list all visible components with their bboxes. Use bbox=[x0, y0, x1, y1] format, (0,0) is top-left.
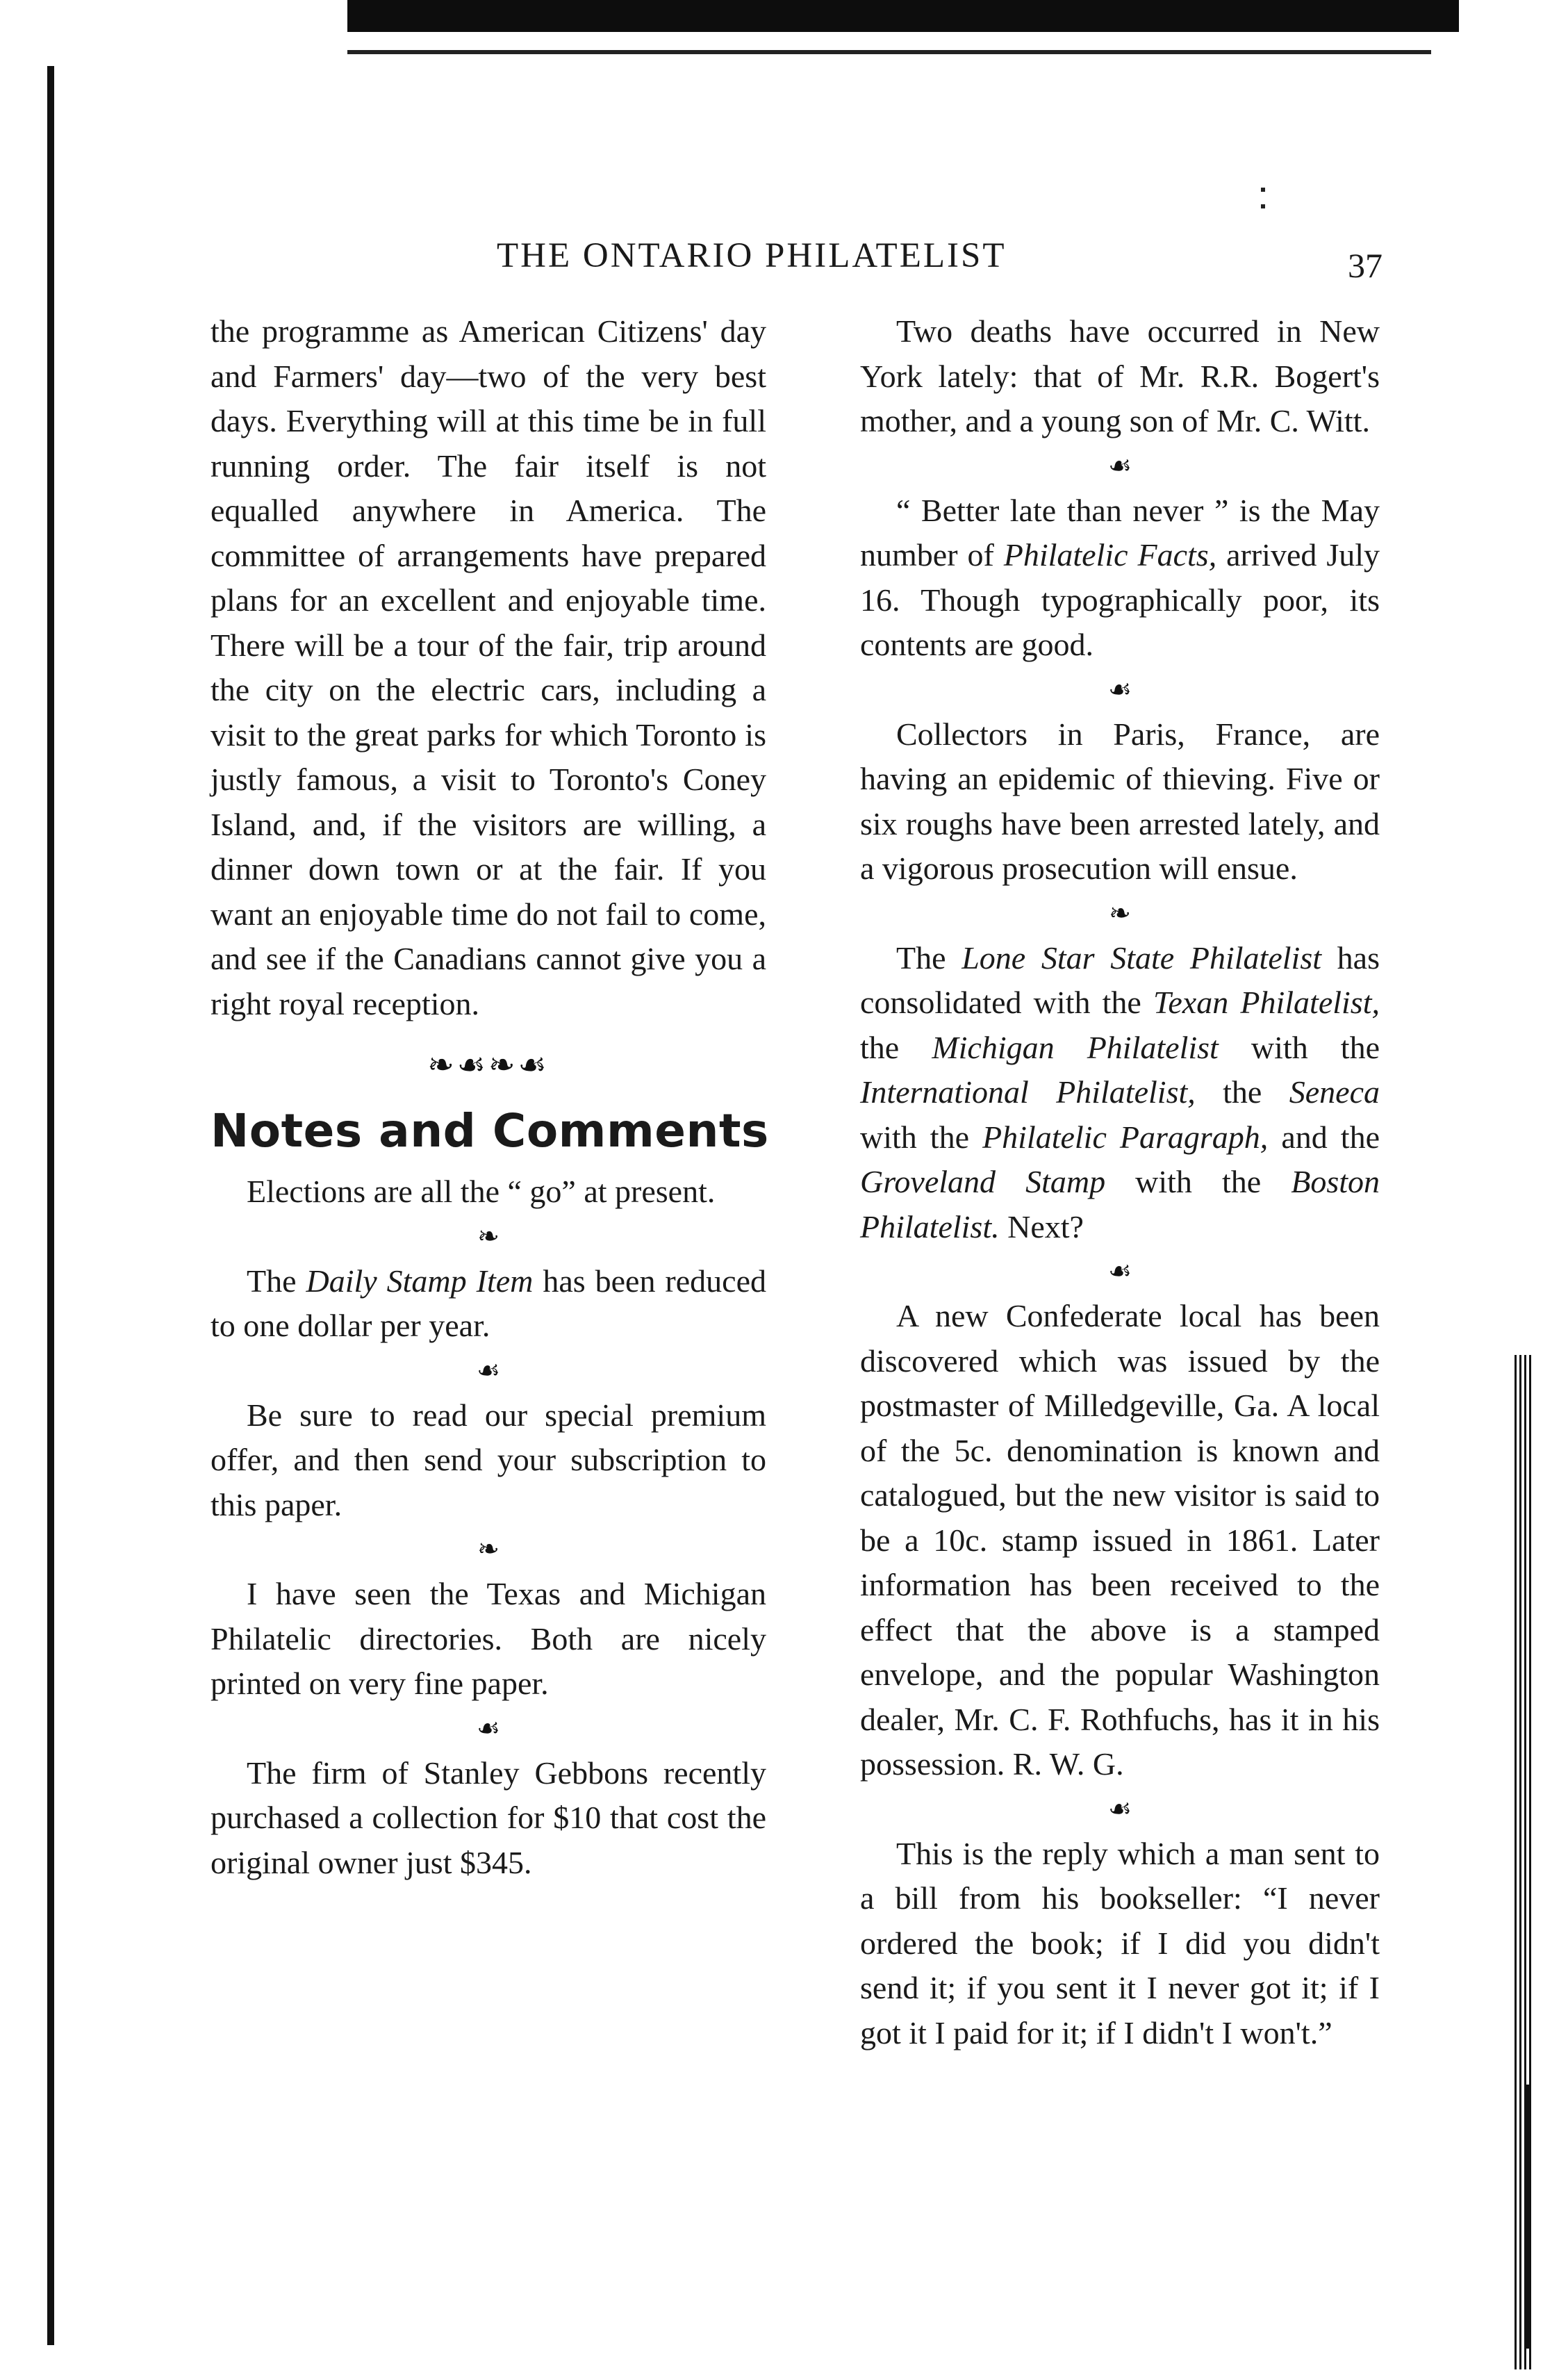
note-text: has consolidated with the bbox=[860, 939, 1380, 1020]
note-text: with the bbox=[1218, 1029, 1380, 1065]
note-premium-offer: Be sure to read our special premium offer, and then send your subscription to this paper. bbox=[211, 1397, 766, 1522]
journal-title: Philatelic Paragraph, bbox=[982, 1119, 1269, 1155]
fleuron-icon: ❧ bbox=[1109, 898, 1131, 928]
note-text: has been reduced to one dollar per year. bbox=[211, 1263, 766, 1343]
section-ornament-icon: ❧☙❧☙ bbox=[427, 1047, 550, 1083]
note-text: with the bbox=[860, 1119, 983, 1155]
journal-title: Groveland Stamp bbox=[860, 1164, 1106, 1199]
note-text: the bbox=[1195, 1074, 1289, 1110]
scan-right-mark bbox=[1525, 2085, 1530, 2349]
fleuron-icon: ☙ bbox=[1107, 1794, 1132, 1824]
scan-left-edge bbox=[47, 66, 54, 2345]
note-two-deaths: Two deaths have occurred in New York lately: that of Mr. R.R. Bogert's mother, and a young son of Mr. C. Witt. bbox=[860, 313, 1380, 438]
scan-top-rule bbox=[347, 50, 1431, 54]
fleuron-icon: ❧ bbox=[477, 1222, 500, 1251]
note-confederate-local: A new Confederate local has been discovered which was issued by the postmaster of Milledgeville, Ga. A local of the 5c. denomination is known and catalogued, but the new visitor is said to be a 10c. stamp issued in 1861. Later information has been received to the effect that the above is a stamped envelope, and the popular Washington dealer, Mr. C. F. Rothfuchs, has it in his possession. R. W. G. bbox=[860, 1298, 1380, 1782]
fleuron-icon: ☙ bbox=[476, 1714, 501, 1743]
journal-title: Michigan Philatelist bbox=[932, 1029, 1219, 1065]
journal-title: Boston Philatelist. bbox=[860, 1164, 1380, 1244]
header-title: THE ONTARIO PHILATELIST bbox=[497, 236, 1007, 275]
fleuron-icon: ☙ bbox=[1107, 1257, 1132, 1286]
note-text: and the bbox=[1268, 1119, 1380, 1155]
note-stanley-gebbons: The firm of Stanley Gebbons recently purchased a collection for $10 that cost the original owner just $345. bbox=[211, 1754, 766, 1880]
fleuron-icon: ☙ bbox=[1107, 451, 1132, 481]
note-bookseller-reply: This is the reply which a man sent to a bill from his bookseller: “I never ordered the book; if I did you didn't send it; if you sent it I never got it; if I got it I paid for it; if I didn't I won't.” bbox=[860, 1835, 1380, 2051]
journal-title: International Philatelist, bbox=[860, 1074, 1196, 1110]
continued-paragraph: the programme as American Citizens' day and Farmers' day—two of the very best days. Everything will at this time be in full running order. The fair itself is not equalled anywhere in America. The committee of arrangements have prepared plans for an excellent and enjoyable time. There will be a tour of the fair, trip around the city on the electric cars, including a visit to the great parks for which Toronto is justly famous, a visit to Toronto's Coney Island, and, if the visitors are willing, a dinner down town or at the fair. If you want an enjoyable time do not fail to come, and see if the Canadians cannot give you a right royal reception. bbox=[211, 313, 766, 1021]
note-consolidations bbox=[860, 936, 1380, 1250]
right-column bbox=[860, 309, 1380, 2055]
note-text: arrived July 16. Though typographically poor, its contents are good. bbox=[860, 537, 1380, 662]
journal-title: Seneca bbox=[1289, 1074, 1380, 1110]
note-elections: Elections are all the “ go” at present. bbox=[247, 1174, 716, 1209]
page-number: 37 bbox=[1348, 246, 1383, 285]
journal-title: Philatelic Facts, bbox=[1003, 537, 1217, 573]
note-text: Next? bbox=[999, 1208, 1084, 1244]
left-column bbox=[211, 309, 769, 1885]
scan-top-border bbox=[347, 0, 1459, 32]
scan-speck bbox=[1261, 188, 1265, 213]
note-text: The bbox=[247, 1263, 306, 1299]
note-directories: I have seen the Texas and Michigan Philatelic directories. Both are nicely printed on very fine paper. bbox=[211, 1576, 766, 1701]
fleuron-icon: ❧ bbox=[477, 1535, 500, 1564]
note-text: “ Better late than never ” is the May number of bbox=[860, 492, 1380, 573]
note-daily-stamp-item bbox=[211, 1259, 766, 1349]
note-text: with the bbox=[1105, 1164, 1291, 1199]
fleuron-icon: ☙ bbox=[476, 1356, 501, 1386]
note-text: The bbox=[896, 939, 962, 976]
section-heading: Notes and Comments bbox=[211, 1104, 769, 1158]
note-paris-thieving: Collectors in Paris, France, are having an epidemic of thieving. Five or six roughs have been arrested lately, and a vigorous prosecution will ensue. bbox=[860, 716, 1380, 886]
journal-title: Daily Stamp Item bbox=[306, 1263, 534, 1299]
note-philatelic-facts bbox=[860, 488, 1380, 668]
fleuron-icon: ☙ bbox=[1107, 675, 1132, 705]
journal-title: Lone Star State Philatelist bbox=[962, 939, 1321, 976]
note-text: the bbox=[860, 1029, 932, 1065]
journal-title: Texan Philatelist, bbox=[1153, 985, 1380, 1020]
running-head bbox=[208, 228, 1383, 283]
